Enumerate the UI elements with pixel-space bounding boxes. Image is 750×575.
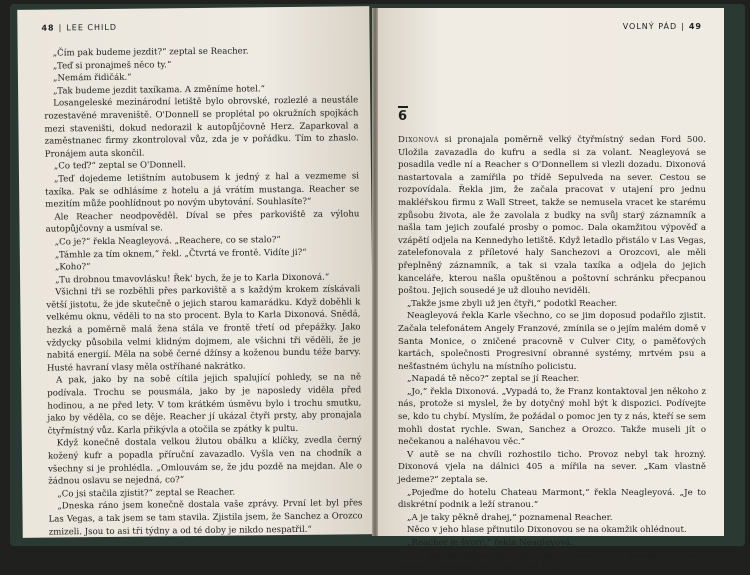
paragraph: „Koho?“ xyxy=(54,262,91,273)
book-title: VOLNÝ PÁD xyxy=(622,22,678,31)
paragraph: Ale Reacher neodpověděl. Díval se přes parkoviště za výlohu autopůjčovny a usmíval se. xyxy=(45,209,360,235)
paragraph: „Teď si pronajmeš něco ty.“ xyxy=(52,59,172,72)
paragraph: „Teď dojedeme letištním autobusem k jedný z hal a vezmeme si taxíka. Pak se odhlásíme z hotelu a já vrátím mustanga. Reacher se mezitím může poohlídnout po novým ubytování. Souhlasíte?“ xyxy=(45,171,360,210)
left-page-number: 48 xyxy=(41,23,55,33)
paragraph: „Támhle za tím oknem,“ řekl. „Čtvrtá ve frontě. Vidíte ji?“ xyxy=(54,247,307,260)
paragraph: „Takže jsme zbyli už jen čtyři,“ podotkl Reacher. xyxy=(407,298,618,309)
paragraph: Neagleyová řekla Karle všechno, co se jim doposud podařilo zjistit. Začala telefonátem Angely Franzové, zmínila se o jejím malém domě v Santa Monice, o zničené pracovně v Culver City, o paměťových kartách, společnosti Progresivní obranné systémy, mrtvém psu a nešťastném úchylu na místního policistu. xyxy=(398,311,706,372)
opening-text: si pronajala poměrně velký čtyřmístný sedan Ford 500. Uložila zavazadla do kufru a sedla si za volant. Neagleyová se posadila vedle ní a Reacher s O'Donnellem si vlezli dozadu. Dixonová nastartovala a zamířila po třídě Sepulveda na sever. Cestou se rozpovídala. Řekla jim, že začala pracovat v utajení pro jednu makléřskou firmu z Wall Street, takže se nemusela vracet ke starému způsobu života, ale že zavolala z budky na svůj starý záznamník a našla tam jejich zoufalé prosby o pomoc. Dala okamžitou výpověď a vzápětí odjela na Kennedyho letiště. Když letadlo přistálo v Las Vegas, zatelefonovala z příletové haly Sanchezovi a Orozcovi, ale měli přeplněný záznamník, a tak si vzala taxíka a odjela do jejich kanceláře, kterou našla opuštěnou a poštovní schránku přecpanou poštou. Jejich sousedé je už dlouho neviděli. xyxy=(398,135,706,297)
paragraph: „Tu drobnou tmavovlásku! Řek' bych, že je to Karla Dixonová.“ xyxy=(55,272,330,286)
paragraph: „Dneska ráno jsem konečně dostala vaše zprávy. První let byl přes Las Vegas, a tak jsem se tam stavila. Zjistila jsem, že Sanchez a Orozco zmizeli. Jsou to asi tři týdny a od té doby je nikdo nespatřil.“ xyxy=(48,498,363,538)
right-page-number: 49 xyxy=(688,22,702,31)
left-running-head: 48 | LEE CHILD xyxy=(41,22,118,33)
right-page xyxy=(378,8,724,574)
paragraph: V autě se na chvíli rozhostilo ticho. Provoz nebyl tak hrozný. Dixonová vjela na dálnici 405 a mířila na sever. „Kam vlastně jedeme?“ zeptala se. xyxy=(398,449,706,486)
opening-paragraph xyxy=(398,134,706,298)
left-page xyxy=(17,6,375,538)
chapter-heading xyxy=(398,106,706,124)
paragraph: „Co jsi stačila zjistit?“ zeptal se Reacher. xyxy=(57,487,236,500)
author-name: LEE CHILD xyxy=(66,22,118,33)
paragraph: Všichni tři se rozběhli přes parkoviště a s každým krokem získávali větší jistotu, že jde skutečně o jejich starou kamarádku. Když doběhli k velkému oknu, věděli to na sto procent. Byla to Karla Dixonová. Snědá, hezká a poměrně malá žena stála ve frontě třetí od přepážky. Jako vždycky působila velmi klidným dojmem, ale všichni tři věděli, že je nabitá energií. Měla na sobě černé džínsy a koženou bundu téže barvy. Husté havraní vlasy měla ostříhané nakrátko. xyxy=(46,284,361,374)
paragraph: A pak, jako by na sobě cítila jejich spalující pohledy, se na ně podívala. Trochu se pousmála, jako by je naposledy viděla před hodinou, a ne před lety. V tom krátkém úsměvu bylo i trochu smutku, jako by věděla, co se děje. Reacher jí ukázal čtyři prsty, aby pronajala čtyřmístný vůz. Karla přikývla a otočila se zpátky k pultu. xyxy=(47,372,362,437)
paragraph: „Pojeďme do hotelu Chateau Marmont,“ řekla Neagleyová. „Je to diskrétní podnik a leží stranou.“ xyxy=(398,487,706,511)
paragraph: „Co je?“ řekla Neagleyová. „Reachere, co se stalo?“ xyxy=(54,235,281,248)
right-running-head: VOLNÝ PÁD | 49 xyxy=(622,22,702,31)
chapter-number: 6 xyxy=(398,109,408,124)
paragraph: „Co teď?“ zeptal se O'Donnell. xyxy=(53,160,186,172)
paragraph: „Čím pak budeme jezdit?“ zeptal se Reacher. xyxy=(52,46,249,59)
paragraph: „To mě nepřekvapuje,“ přikývla Dixonová. „V posledních deviti letech se vyhýbal práci jako čert kříži.“ xyxy=(398,550,706,574)
opening-word: Dixonová xyxy=(398,135,439,145)
paragraph: Když konečně dostala velkou žlutou obálku a klíčky, zvedla černý kožený kufr a popadla příruční zavazadlo. Vyšla ven na chodník a všechny si je prohlédla. „Omlouvám se, že jdu pozdě na mejdan. Ale o žádnou oslavu se nejedná, co?“ xyxy=(47,435,363,487)
paragraph: Losangeleské mezinárodní letiště bylo obrovské, rozlezlé a neustále rozestavěné mraveniště. O'Donnell se proplétal po okružních spojkách mezi staveništi, dokud nedorazil k autopůjčovně Herz. Zaparkoval a zaměstnanec firmy zkontroloval vůz, zda je v pořádku. Tím to zhaslo. Pronájem auta skončil. xyxy=(44,95,359,160)
paragraph: Něco v jeho hlase přinutilo Dixonovou se na okamžik ohlédnout. xyxy=(407,525,687,536)
paragraph: „Tak budeme jezdit taxíkama. A změníme hotel.“ xyxy=(53,84,266,97)
paragraph: „A je taky pěkně drahej,“ poznamenal Reacher. xyxy=(407,512,613,523)
paragraph: „Reacher je švorc,“ řekla Neagleyová. xyxy=(407,538,573,548)
paragraph: „Napadá tě něco?“ zeptal se jí Reacher. xyxy=(407,374,580,385)
chapter-rule xyxy=(398,106,408,108)
paragraph: „Nemám řidičák.“ xyxy=(52,72,132,84)
paragraph: „Jo,“ řekla Dixonová. „Vypadá to, že Franz kontaktoval jen někoho z nás, protože si myslel, že by dotyčný mohl být k dispozici. Podívejte se, kdo tu chybí. Myslím, že požádal o pomoc jen ty z nás, kteří se sem mohli dostat rychle. Swan, Sanchez a Orozco. Takže museli jít o nečekanou a naléhavou věc.“ xyxy=(398,386,706,448)
